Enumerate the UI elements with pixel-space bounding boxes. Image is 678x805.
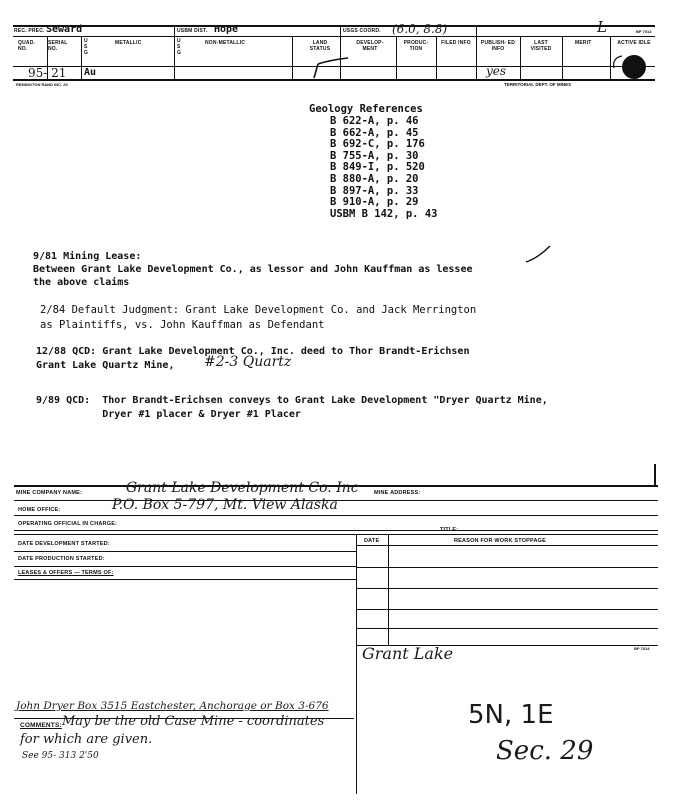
rec-prec-value: Seward [46, 24, 83, 35]
usgs-coord-label: USGS COORD. [343, 28, 381, 34]
form-number: BP 7014 [636, 29, 652, 34]
entry-qcd-1288: 12/88 QCD: Grant Lake Development Co., Inc. deed to Thor Brandt-Erichsen Grant Lake Quartz Mine, [36, 346, 470, 371]
published-value: yes [486, 64, 507, 78]
reference-item: USBM B 142, p. 43 [330, 207, 438, 220]
check-icon [524, 244, 554, 266]
mine-company-value: Grant Lake Development Co. Inc [126, 480, 359, 496]
reference-item: B 880-A, p. 20 [330, 172, 419, 185]
form-number-2: BP 7014 [634, 646, 650, 651]
metallic-label: METALLIC [115, 40, 142, 46]
dev-started-label: DATE DEVELOPMENT STARTED: [18, 541, 110, 547]
usg-label: U S G [84, 38, 89, 56]
reference-item: B 692-C, p. 176 [330, 138, 425, 151]
printer-line: REMINGTON RAND INC. 20 [16, 82, 68, 87]
reference-item: B 622-A, p. 46 [330, 115, 419, 127]
mine-company-label: MINE COMPANY NAME: [16, 490, 83, 496]
entry-default-judgment: 2/84 Default Judgment: Grant Lake Development Co. and Jack Merrington as Plaintiffs, vs. John Kauffman as Defendant [40, 304, 477, 331]
reference-item: B 910-A, p. 29 [330, 196, 419, 209]
references-block [309, 104, 423, 116]
entry-qcd-989: 9/89 QCD: Thor Brandt-Erichsen conveys to Grant Lake Development "Dryer Quartz Mine, Dryer #1 placer & Dryer #1 Placer [36, 395, 548, 420]
dryer-line: John Dryer Box 3515 Eastchester, Anchorage or Box 3-676 [16, 700, 329, 712]
quad-no-label: QUAD. NO. [18, 40, 36, 52]
rec-prec-label: REC. PREC. [14, 28, 45, 34]
title-label: TITLE: [440, 527, 459, 533]
active-dot-icon [610, 52, 654, 82]
home-office-label: HOME OFFICE: [18, 507, 61, 513]
grant-lake-hand: Grant Lake [362, 644, 454, 663]
usbm-dist-label: USBM DIST. [177, 28, 208, 34]
see-note: See 95- 313 2'50 [22, 751, 99, 761]
quad-value: 95- 21 [28, 66, 67, 80]
land-status-label: LAND STATUS [309, 40, 331, 52]
territorial-line: TERRITORIAL DEPT. OF MINES [504, 82, 572, 87]
reference-item: B 897-A, p. 33 [330, 184, 419, 197]
reason-label: REASON FOR WORK STOPPAGE [454, 538, 546, 544]
mine-address-label: MINE ADDRESS: [374, 490, 421, 496]
references-list [330, 116, 437, 220]
references-title: Geology References [309, 103, 423, 115]
prod-started-label: DATE PRODUCTION STARTED: [18, 556, 105, 562]
operating-official-label: OPERATING OFFICIAL IN CHARGE: [18, 521, 118, 527]
last-visited-label: LAST VISITED [530, 40, 552, 52]
nonmetallic-label: NON-METALLIC [205, 40, 246, 46]
handwritten-qcd: #2-3 Quartz [204, 354, 292, 370]
entry-mining-lease: 9/81 Mining Lease: Between Grant Lake Development Co., as lessor and John Kauffman as lessee the above claims [33, 251, 473, 288]
section-hand-1: 5N, 1E [468, 700, 554, 730]
comments-value-2: for which are given. [20, 732, 153, 747]
usgs-coord-value: (6.0, 8.8) [392, 22, 448, 36]
usbm-dist-value: Hope [214, 24, 239, 35]
serial-no-label: SERIAL NO. [48, 40, 68, 52]
metallic-value: Au [84, 67, 97, 78]
active-idle-label: ACTIVE IDLE [617, 40, 651, 46]
date-label: DATE [364, 538, 380, 544]
checkmark-icon [300, 56, 360, 84]
reference-item: B 755-A, p. 30 [330, 149, 419, 162]
merit-label: MERIT [575, 40, 592, 46]
comments-value: May be the old Case Mine - coordinates [62, 714, 325, 729]
published-info-label: PUBLISH- ED INFO [480, 40, 516, 52]
comments-label: COMMENTS: [20, 722, 62, 729]
usg-label-2: U S G [177, 38, 182, 56]
top-right-mark: L [597, 18, 607, 36]
home-office-value: P.O. Box 5-797, Mt. View Alaska [112, 497, 338, 513]
leases-label: LEASES & OFFERS — TERMS OF: [18, 570, 114, 576]
reference-item: B 849-I, p. 520 [330, 161, 425, 174]
section-hand-2: Sec. 29 [496, 736, 594, 766]
production-label: PRODUC- TION [403, 40, 429, 52]
filed-info-label: FILED INFO [441, 40, 471, 46]
reference-item: B 662-A, p. 45 [330, 126, 419, 139]
development-label: DEVELOP- MENT [356, 40, 384, 52]
